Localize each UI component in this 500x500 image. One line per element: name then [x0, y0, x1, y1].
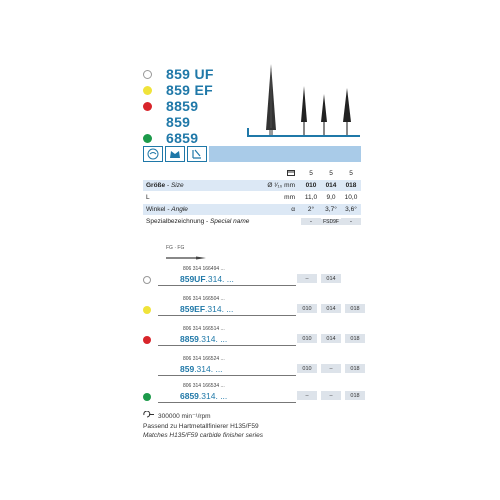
pack-value: 5 [349, 170, 353, 177]
variant-859uf [143, 66, 214, 82]
order-rule [158, 402, 296, 403]
angle-value: 3,6° [345, 206, 357, 213]
variant-859ef [143, 82, 214, 98]
size-cell: 014 [321, 334, 341, 343]
fg-shank-drawing [166, 256, 206, 260]
compat-de: Passend zu Hartmetallfinierer H135/F59 [143, 422, 259, 430]
angle-unit: α [291, 206, 295, 213]
size-cell: 018 [345, 391, 365, 400]
color-dot [143, 134, 152, 143]
variant-859 [143, 114, 214, 130]
size-label-de: Größe [146, 182, 166, 189]
variant-code: 859 EF [166, 82, 213, 98]
variant-code: 6859 [166, 130, 199, 146]
variant-code: 859 UF [166, 66, 214, 82]
color-dot [143, 336, 151, 344]
pack-value: 5 [329, 170, 333, 177]
order-number: 806 314 166504 ... [183, 296, 225, 302]
angle-label-en: Angle [171, 206, 188, 213]
order-code: 8859.314. ... [180, 334, 228, 344]
order-row [143, 296, 361, 320]
order-row [143, 326, 361, 350]
order-number: 806 314 166494 ... [183, 266, 225, 272]
spec-row-length [143, 192, 361, 203]
special-label-de: Spezialbezeichnung [146, 218, 205, 225]
special-value: - [341, 218, 361, 225]
size-value: 010 [305, 182, 317, 189]
spec-row-size: Größe - Size Ø ¹⁄₁₀ mm 010 014 018 [143, 180, 361, 191]
spec-row-special: Spezialbezeichnung - Special name - FSD9F - [143, 216, 361, 227]
usage-icons [143, 146, 207, 162]
color-dot [143, 276, 151, 284]
size-cell: – [321, 391, 341, 400]
rpm-line [143, 411, 263, 422]
order-code: 6859.314. ... [180, 391, 228, 401]
bur-small-1-drawing [301, 86, 307, 136]
size-unit: Ø ¹⁄₁₀ mm [267, 182, 295, 189]
color-dot [143, 393, 151, 401]
special-label-en: Special name [209, 218, 250, 225]
size-cell: 014 [321, 274, 341, 283]
variant-code: 8859 [166, 98, 199, 114]
order-rule [158, 345, 296, 346]
spec-table [143, 168, 361, 228]
length-value: 9,0 [326, 194, 336, 201]
order-rule [158, 315, 296, 316]
order-row [143, 383, 361, 407]
size-cell: 018 [345, 304, 365, 313]
bur-drawings [242, 60, 362, 140]
color-dot [143, 70, 152, 79]
size-value: 014 [325, 182, 337, 189]
color-dot [143, 102, 152, 111]
size-cell: – [321, 364, 341, 373]
color-dot [143, 306, 151, 314]
angle-value: 2° [307, 206, 315, 213]
baseline [247, 135, 360, 137]
size-cell: 014 [321, 304, 341, 313]
spec-row-pack [143, 168, 361, 179]
order-rule [158, 285, 296, 286]
shank-type-label: FG · FG [166, 245, 185, 251]
color-dot [143, 86, 152, 95]
icon-band [209, 146, 361, 162]
order-rule [158, 375, 296, 376]
order-number: 806 314 166524 ... [183, 356, 225, 362]
variant-6859 [143, 130, 214, 146]
variant-code: 859 [166, 114, 191, 130]
order-row [143, 266, 361, 290]
bur-small-2-drawing [321, 94, 327, 136]
size-cell: 010 [297, 304, 317, 313]
size-cell: 010 [297, 364, 317, 373]
pack-value: 5 [309, 170, 313, 177]
length-value: 11,0 [304, 194, 318, 201]
size-cell: 010 [297, 334, 317, 343]
length-unit: mm [284, 194, 295, 201]
size-label-en: Size [170, 182, 184, 189]
size-cell: – [297, 391, 317, 400]
length-label: L [146, 194, 150, 201]
bur-small-3-drawing [343, 88, 351, 136]
angle-icon [187, 146, 207, 162]
rpm-icon [143, 411, 155, 422]
bur-large-drawing [266, 64, 276, 136]
rpm-text: 300000 min⁻¹/rpm [158, 412, 211, 420]
size-value: 018 [345, 182, 357, 189]
footer-notes [143, 411, 263, 441]
package-icon [253, 169, 301, 178]
size-cell: 018 [345, 334, 365, 343]
special-value: - [301, 218, 321, 225]
order-number: 806 314 166514 ... [183, 326, 225, 332]
order-code: 859EF.314. ... [180, 304, 234, 314]
tooth-icon [143, 146, 163, 162]
angle-value: 3,7° [325, 206, 337, 213]
spec-row-angle: Winkel - Angle α 2° 3,7° 3,6° [143, 204, 361, 215]
order-row [143, 356, 361, 380]
size-cell: – [297, 274, 317, 283]
crown-icon [165, 146, 185, 162]
size-cell: 018 [345, 364, 365, 373]
order-number: 806 314 166534 ... [183, 383, 225, 389]
variant-list [143, 66, 214, 146]
compat-en: Matches H135/F59 carbide finisher series [143, 432, 263, 439]
special-value: FSD9F [321, 219, 341, 225]
order-code: 859.314. ... [180, 364, 223, 374]
variant-8859 [143, 98, 214, 114]
size-cell [345, 274, 365, 283]
angle-label-de: Winkel [146, 206, 166, 213]
length-value: 10,0 [344, 194, 358, 201]
order-code: 859UF.314. ... [180, 274, 234, 284]
